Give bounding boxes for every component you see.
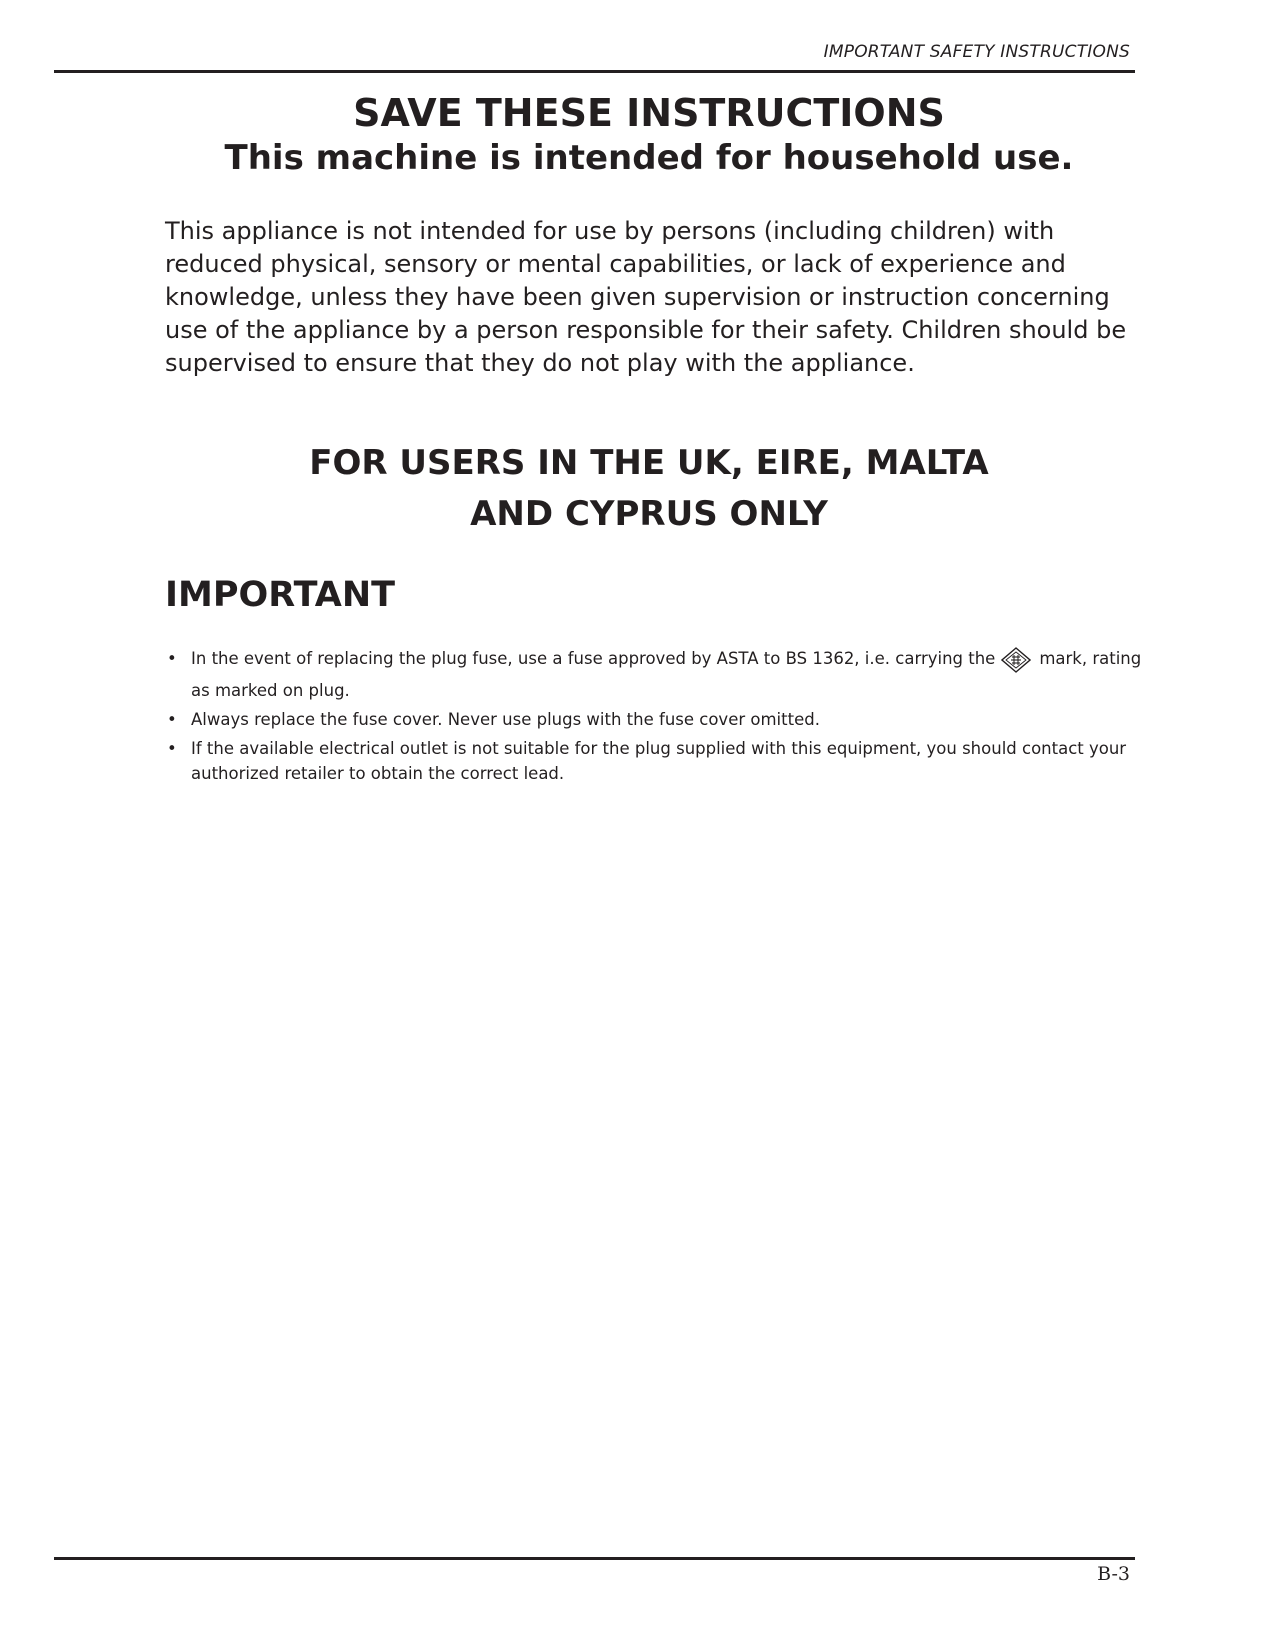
bullet-item-fuse [165, 643, 1145, 707]
bullet-dot-icon: • [167, 649, 177, 668]
page-title: SAVE THESE INSTRUCTIONS [353, 91, 945, 135]
running-header: IMPORTANT SAFETY INSTRUCTIONS [823, 42, 1130, 62]
bullet-dot-icon: • [167, 710, 177, 729]
bullet-fuse-cover-text: Always replace the fuse cover. Never use plugs with the fuse cover omitted. [191, 710, 820, 729]
bullet-item-outlet [165, 736, 1145, 786]
bullet-dot-icon: • [167, 739, 177, 758]
asta-mark-icon [1001, 647, 1031, 673]
bullet-fuse-text-after: mark, rating as marked on plug. [191, 649, 1142, 700]
bullet-outlet-text: If the available electrical outlet is not suitable for the plug supplied with this equipment, you should contact your authorized retailer to obtain the correct lead. [191, 739, 1127, 783]
important-heading: IMPORTANT [165, 575, 396, 615]
important-bullet-list [165, 643, 1145, 790]
uk-heading-line-2: AND CYPRUS ONLY [470, 494, 828, 534]
intro-paragraph: This appliance is not intended for use by persons (including children) with reduced physical, sensory or mental capabilities, or lack of experience and knowledge, unless they have been given supervision or instruction concerning use of the appliance by a person responsible for their safety. Children should be supervised to ensure that they do not play with the appliance. [165, 217, 1127, 377]
uk-heading-line-1: FOR USERS IN THE UK, EIRE, MALTA [309, 443, 989, 483]
bullet-item-fuse-cover [165, 707, 1145, 732]
page-subtitle: This machine is intended for household use. [224, 138, 1074, 178]
footer-rule [54, 1557, 1135, 1560]
page-number: B-3 [1097, 1563, 1130, 1585]
header-rule [54, 70, 1135, 73]
uk-section-heading [54, 438, 1244, 540]
bullet-fuse-text-before: In the event of replacing the plug fuse, use a fuse approved by ASTA to BS 1362, i.e. carrying the [191, 649, 996, 668]
